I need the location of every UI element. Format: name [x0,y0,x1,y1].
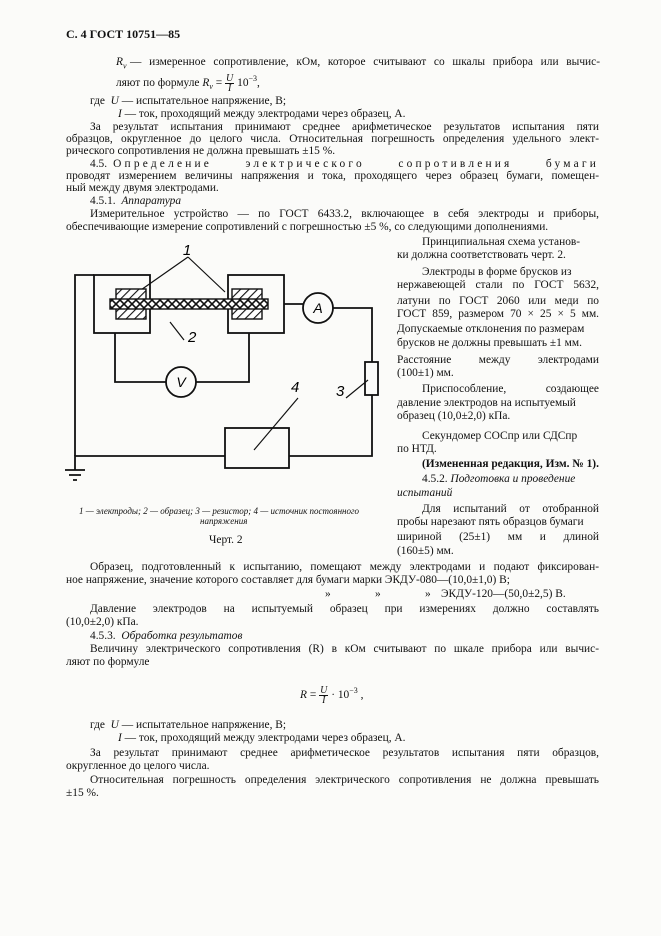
rc-p8a: Для испытаний от отобранной [422,503,599,515]
resistance-fraction: $\frac{U}{I}$ [320,684,328,706]
rc-p4a: Расстояние между электродами [397,354,599,366]
after-fig-line5: (10,0±2,0) кПа. [66,616,139,628]
rc-p4b: (100±1) мм. [397,367,454,379]
result2-line2: округленное до целого числа. [66,760,210,772]
label4-leader [254,398,298,450]
rv-definition-line1: — измеренное сопротивление, кОм, которое считывают со шкалы прибора или вычис- [130,56,600,68]
result2-line3: Относительная погрешность определения электрического сопротивления не должна превышать [90,774,599,786]
label-3: 3 [336,383,345,400]
rc-p3b: брусков не должны превышать ±1 мм. [397,337,582,349]
wire-to-resistor [333,308,372,362]
figure-title: Черт. 2 [209,534,243,546]
after-fig-line3: ЭКДУ-120—(50,0±2,5) В. [441,588,566,600]
figure-caption-line1: 1 — электроды; 2 — образец; 3 — резистор; 4 — источник постоянного [79,506,360,516]
rc-p8b: пробы нарезают пять образцов бумаги [397,516,584,528]
figure-caption-line2: напряжения [200,516,248,526]
sec45-line2: проводят измерением величины напряжения и тока, проходящего через образец бумаги, помещен- [66,170,599,182]
sec452-heading: 4.5.2. Подготовка и проведение [422,473,576,485]
where2-u: где U — испытательное напряжение, В; [90,719,287,731]
resistor [365,362,378,395]
rc-p2a: Электроды в форме брусков из [422,266,572,278]
rc-p1a: Принципиальная схема установ- [422,236,581,248]
amendment-note: (Измененная редакция, Изм. № 1). [422,458,599,470]
voltmeter-right-wire [196,333,249,382]
ground-symbol [65,470,85,480]
rc-p3a: Допускаемые отклонения по размерам [397,323,585,335]
page-header: С. 4 ГОСТ 10751—85 [66,27,181,41]
label-4: 4 [291,379,300,396]
sec451-line1: Измерительное устройство — по ГОСТ 6433.2, включающее в себя электроды и приборы, [90,208,599,220]
voltmeter-label: V [176,374,186,390]
result1-line2: образцов, округленное до целого числа. Относительная погрешность определения удельного элект- [66,133,599,145]
resistance-formula: R = $\frac{U}{I}$ · $10^{-3}$ , [300,684,364,706]
sec453-line2: ляют по формуле [66,656,150,668]
result2-line1: За результат принимают среднее арифметическое результатов испытания пяти образцов, [90,747,599,759]
rc-p5b: давление электродов на испытуемый [397,397,576,409]
ditto-mark-2: » [375,588,381,600]
label1-leaders [138,257,225,292]
wire-to-source [289,395,372,456]
label-1: 1 [182,242,192,259]
ditto-mark-1: » [325,588,331,600]
sec453-line1: Величину электрического сопротивления (R) в кОм считывают по шкале прибора или вычис- [90,643,599,655]
where1-u: где U — испытательное напряжение, В; [90,95,287,107]
rv-symbol: $R_v$ [116,56,127,71]
rc-p6a: Секундомер СОСпр или СДСпр [422,430,578,442]
result2-line4: ±15 %. [66,787,99,799]
after-fig-line4: Давление электродов на испытуемый образец при измерениях должно составлять [90,603,599,615]
rc-p8d: (160±5) мм. [397,545,454,557]
ditto-mark-3: » [425,588,431,600]
sec451-heading: 4.5.1. Аппаратура [90,195,182,207]
after-fig-line1: Образец, подготовленный к испытанию, помещают между электродами и подают фиксирован- [90,561,599,573]
after-fig-line2: ное напряжение, значение которого составляет для бумаги марки ЭКДУ-080—(10,0±1,0) В; [66,574,510,586]
result1-line1: За результат испытания принимают среднее арифметическое результатов испытания пяти [90,121,599,133]
sec453-heading: 4.5.3. Обработка результатов [90,630,243,642]
rc-p2c: латуни по ГОСТ 2060 или меди по [397,295,599,307]
sec452-heading-2: испытаний [397,487,453,499]
rc-p2b: нержавеющей стали по ГОСТ 5632, [397,279,599,291]
sec451-line2: обеспечивающие измерение сопротивлений с погрешностью ±5 %, со следующими дополнениями. [66,221,549,233]
label-2: 2 [188,329,197,346]
sec45-heading: 4.5. Определение электрического сопротивления бумаги [90,158,599,170]
voltmeter-left-wire [115,333,166,382]
where2-i: I — ток, проходящий между электродами через образец, А. [118,732,406,744]
rc-p8c: шириной (25±1) мм и длиной [397,531,599,543]
rc-p1b: ки должна соответствовать черт. 2. [397,249,566,261]
rc-p6b: по НТД. [397,443,437,455]
where1-i: I — ток, проходящий между электродами через образец, А. [118,108,406,120]
label2-leader [170,322,184,340]
rc-p5c: образец (10,0±2,0) кПа. [397,410,511,422]
rc-p2d: ГОСТ 859, размером 70 × 25 × 5 мм. [397,308,599,320]
circuit-diagram [60,240,390,495]
wire-to-ground [75,456,225,470]
ammeter-label: A [313,300,323,316]
rv-fraction: $\frac{U}{I}$ [226,72,234,94]
left-supply-wire [75,275,94,456]
rv-formula-line: ляют по формуле $R_v$ = $\frac{U}{I}$ $10^{-3}$, [116,72,260,94]
specimen-strip [110,299,268,309]
result1-line3: рического сопротивления не должна превышать ±15 %. [66,145,336,157]
sec45-line3: ный между двумя электродами. [66,182,219,194]
rc-p5a: Приспособление, создающее [422,383,599,395]
voltage-source [225,428,289,468]
